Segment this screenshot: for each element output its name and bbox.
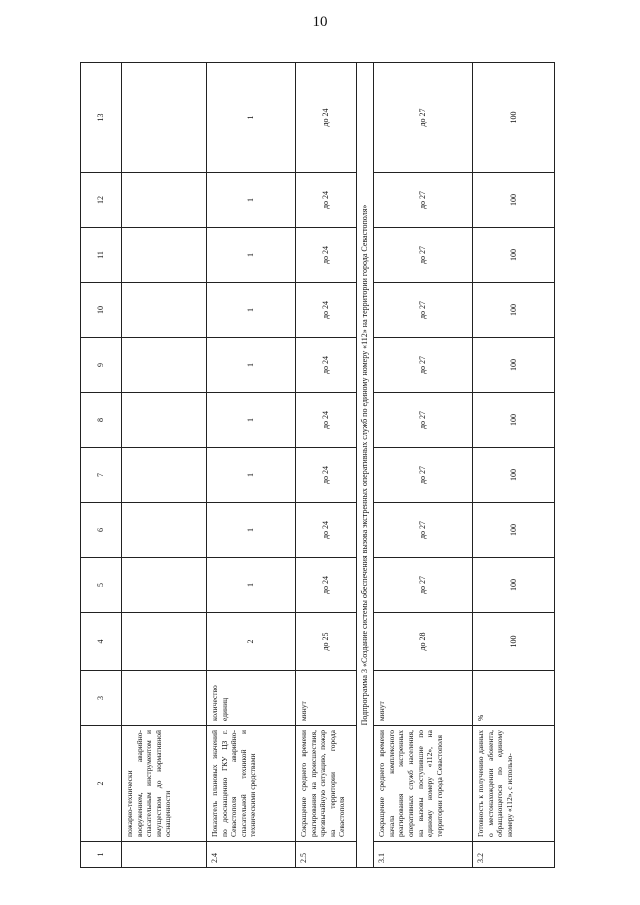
value-cell: до 24 (296, 503, 357, 558)
value-cell: 100 (473, 338, 555, 393)
value-cell: до 27 (374, 503, 473, 558)
value-cell: 1 (207, 338, 296, 393)
value-cell: до 24 (296, 558, 357, 613)
indicator-table (80, 62, 555, 868)
column-header: 4 (81, 613, 122, 671)
value-cell: до 27 (374, 63, 473, 173)
value-cell: до 27 (374, 338, 473, 393)
table-row (122, 63, 207, 868)
column-header: 5 (81, 558, 122, 613)
column-header: 6 (81, 503, 122, 558)
row-number: 2.4 (207, 842, 296, 868)
value-cell (122, 503, 207, 558)
value-cell (122, 173, 207, 228)
value-cell: 100 (473, 393, 555, 448)
value-cell: 100 (473, 503, 555, 558)
row-number: 3.1 (374, 842, 473, 868)
value-cell (122, 338, 207, 393)
value-cell (122, 63, 207, 173)
table-row (374, 63, 473, 868)
row-number: 3.2 (473, 842, 555, 868)
indicator-name: Показатель плановых значений по дооснащению ГКУ ЦЗ г. Севастополя аварийно-спасательной техникой и техническими средствами (207, 726, 296, 842)
value-cell: 1 (207, 63, 296, 173)
column-header: 3 (81, 671, 122, 726)
column-header: 7 (81, 448, 122, 503)
value-cell: до 24 (296, 448, 357, 503)
table-row (473, 63, 555, 868)
header-row (81, 63, 122, 868)
indicator-name: Готовность к получению данных о местонахождении абонента, обращающегося по единому номеру «112», с использо- (473, 726, 555, 842)
column-header: 10 (81, 283, 122, 338)
value-cell: до 27 (374, 558, 473, 613)
value-cell: до 24 (296, 63, 357, 173)
column-header: 12 (81, 173, 122, 228)
unit-cell: % (473, 671, 555, 726)
value-cell: до 24 (296, 228, 357, 283)
unit-cell: количество единиц (207, 671, 296, 726)
value-cell: 1 (207, 393, 296, 448)
row-number: 2.5 (296, 842, 357, 868)
row-number (122, 842, 207, 868)
value-cell: 1 (207, 503, 296, 558)
value-cell: 100 (473, 448, 555, 503)
column-header: 1 (81, 842, 122, 868)
unit-cell: минут (374, 671, 473, 726)
value-cell: 1 (207, 228, 296, 283)
value-cell: 100 (473, 283, 555, 338)
value-cell: до 28 (374, 613, 473, 671)
unit-cell (122, 671, 207, 726)
subprogram-title: Подпрограмма 3 «Создание системы обеспечения вызова экстренных оперативных служб по единому номеру «112» на территории города Севастополя» (357, 63, 374, 868)
column-header: 13 (81, 63, 122, 173)
value-cell: 2 (207, 613, 296, 671)
value-cell (122, 393, 207, 448)
value-cell: 100 (473, 613, 555, 671)
page-number: 10 (312, 14, 328, 30)
column-header: 11 (81, 228, 122, 283)
value-cell (122, 228, 207, 283)
table-row (207, 63, 296, 868)
value-cell: до 27 (374, 448, 473, 503)
value-cell: 1 (207, 448, 296, 503)
value-cell: 100 (473, 228, 555, 283)
value-cell: до 27 (374, 283, 473, 338)
unit-cell: минут (296, 671, 357, 726)
value-cell: до 24 (296, 283, 357, 338)
column-header: 8 (81, 393, 122, 448)
indicator-name: пожарно-технически вооружением, аварийно-спасательным инструментом и имуществом до нормативной оснащенности (122, 726, 207, 842)
value-cell: до 24 (296, 338, 357, 393)
value-cell: до 24 (296, 393, 357, 448)
subprogram-row (357, 63, 374, 868)
column-header: 9 (81, 338, 122, 393)
value-cell (122, 613, 207, 671)
value-cell (122, 448, 207, 503)
value-cell (122, 558, 207, 613)
value-cell: до 27 (374, 173, 473, 228)
value-cell: 1 (207, 283, 296, 338)
value-cell: 100 (473, 63, 555, 173)
column-header: 2 (81, 726, 122, 842)
value-cell: 100 (473, 173, 555, 228)
value-cell: до 25 (296, 613, 357, 671)
value-cell: 1 (207, 558, 296, 613)
value-cell: до 24 (296, 173, 357, 228)
rotated-table-sheet (80, 63, 531, 868)
value-cell: до 27 (374, 393, 473, 448)
value-cell (122, 283, 207, 338)
value-cell: 1 (207, 173, 296, 228)
value-cell: 100 (473, 558, 555, 613)
indicator-name: Сокращение среднего времени реагирования на происшествия, чрезвычайную ситуацию, пожар на территории города Севастополя (296, 726, 357, 842)
table-row (296, 63, 357, 868)
indicator-name: Сокращение среднего времени начала комплексного реагирования экстренных оперативных служб населения, на вызовы поступившие по единому номеру «112», на территории города Севастополя (374, 726, 473, 842)
value-cell: до 27 (374, 228, 473, 283)
